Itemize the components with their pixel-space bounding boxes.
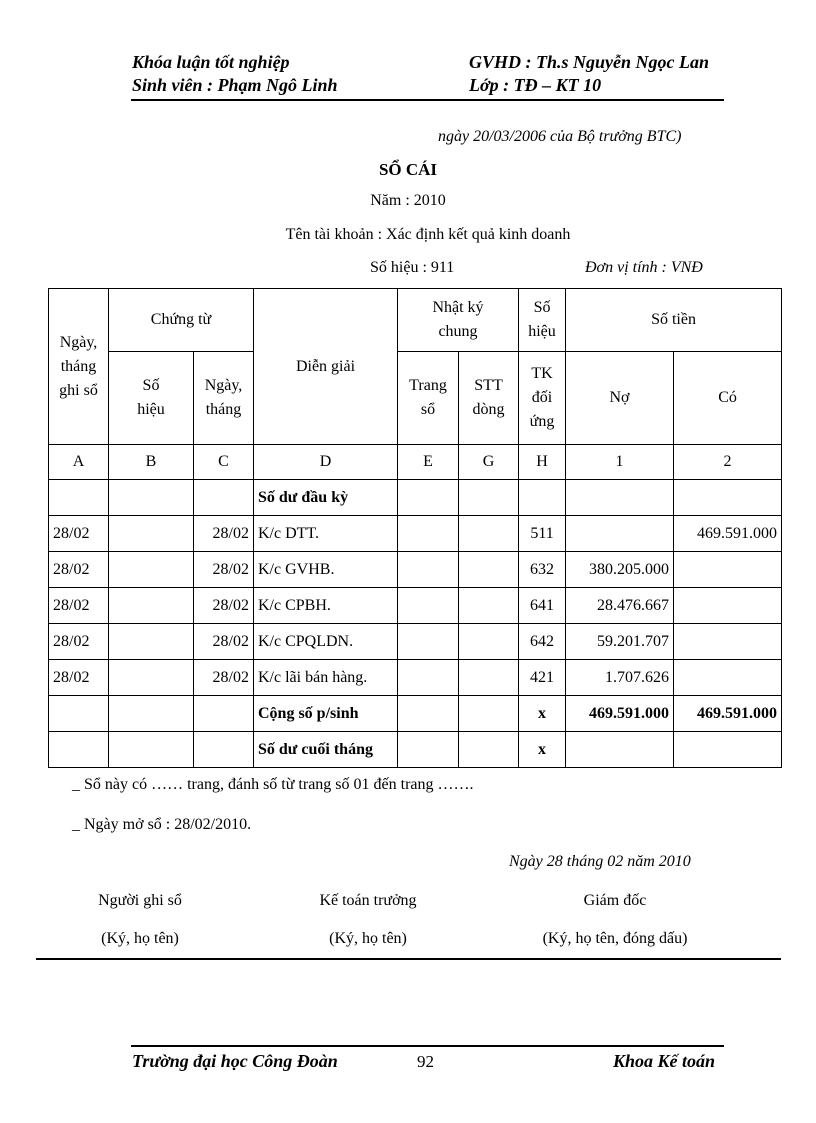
cell-record-date bbox=[49, 732, 109, 768]
cell-contra-account: 421 bbox=[519, 660, 566, 696]
cell-line-no bbox=[459, 588, 519, 624]
cell-voucher-date: 28/02 bbox=[194, 588, 254, 624]
cell-page bbox=[398, 480, 459, 516]
cell-line-no bbox=[459, 480, 519, 516]
cell-line-no bbox=[459, 696, 519, 732]
cell-description: Cộng số p/sinh bbox=[254, 696, 398, 732]
account-number: Số hiệu : 911 bbox=[370, 259, 455, 276]
cell-voucher-no bbox=[109, 660, 194, 696]
table-row bbox=[49, 588, 782, 624]
cell-voucher-no bbox=[109, 624, 194, 660]
table-row bbox=[49, 552, 782, 588]
cell-credit: 469.591.000 bbox=[674, 696, 782, 732]
cell-page bbox=[398, 732, 459, 768]
header-thesis-label: Khóa luận tốt nghiệp bbox=[132, 52, 290, 72]
footer-faculty: Khoa Kế toán bbox=[613, 1051, 716, 1071]
col-header-line-no: STT dòng bbox=[459, 352, 519, 445]
signature-date: Ngày 28 tháng 02 năm 2010 bbox=[509, 853, 691, 870]
director-sign-hint: (Ký, họ tên, đóng dấu) bbox=[542, 930, 688, 947]
cell-debit: 28.476.667 bbox=[566, 588, 674, 624]
cell-record-date: 28/02 bbox=[49, 552, 109, 588]
cell-page bbox=[398, 516, 459, 552]
column-code: A bbox=[49, 445, 109, 480]
cell-contra-account: 632 bbox=[519, 552, 566, 588]
cell-record-date: 28/02 bbox=[49, 588, 109, 624]
cell-voucher-date: 28/02 bbox=[194, 516, 254, 552]
cell-line-no bbox=[459, 660, 519, 696]
recorder-title: Người ghi sổ bbox=[98, 892, 182, 909]
cell-page bbox=[398, 660, 459, 696]
cell-description: K/c CPQLDN. bbox=[254, 624, 398, 660]
table-row bbox=[49, 516, 782, 552]
cell-description: K/c GVHB. bbox=[254, 552, 398, 588]
cell-voucher-no bbox=[109, 552, 194, 588]
header-divider bbox=[131, 99, 724, 101]
col-header-credit: Có bbox=[674, 352, 782, 445]
header-student: Sinh viên : Phạm Ngô Linh bbox=[132, 75, 338, 95]
column-code: G bbox=[459, 445, 519, 480]
signature-divider bbox=[36, 958, 781, 960]
cell-credit bbox=[674, 624, 782, 660]
recorder-sign-hint: (Ký, họ tên) bbox=[101, 930, 179, 947]
cell-line-no bbox=[459, 624, 519, 660]
cell-line-no bbox=[459, 552, 519, 588]
col-header-general-journal: Nhật ký chung bbox=[398, 289, 519, 352]
column-code: 1 bbox=[566, 445, 674, 480]
column-code: E bbox=[398, 445, 459, 480]
col-header-voucher: Chứng từ bbox=[109, 289, 254, 352]
column-code: H bbox=[519, 445, 566, 480]
general-ledger-table bbox=[48, 288, 782, 768]
chief-accountant-title: Kế toán trưởng bbox=[319, 892, 417, 909]
col-header-contra-account: TK đối ứng bbox=[519, 352, 566, 445]
col-header-voucher-date: Ngày, tháng bbox=[194, 352, 254, 445]
table-row bbox=[49, 480, 782, 516]
cell-voucher-date bbox=[194, 732, 254, 768]
cell-debit bbox=[566, 480, 674, 516]
header-class: Lớp : TĐ – KT 10 bbox=[469, 75, 602, 95]
cell-contra-account: x bbox=[519, 696, 566, 732]
cell-voucher-no bbox=[109, 588, 194, 624]
cell-description: K/c CPBH. bbox=[254, 588, 398, 624]
page-number: 92 bbox=[417, 1052, 434, 1071]
director-title: Giám đốc bbox=[583, 892, 647, 909]
header-supervisor: GVHD : Th.s Nguyễn Ngọc Lan bbox=[469, 52, 710, 72]
cell-contra-account: 642 bbox=[519, 624, 566, 660]
cell-description: K/c DTT. bbox=[254, 516, 398, 552]
cell-page bbox=[398, 552, 459, 588]
cell-description: Số dư đầu kỳ bbox=[254, 480, 398, 516]
cell-voucher-no bbox=[109, 696, 194, 732]
cell-record-date: 28/02 bbox=[49, 516, 109, 552]
col-header-description: Diễn giải bbox=[254, 289, 398, 445]
cell-debit: 380.205.000 bbox=[566, 552, 674, 588]
column-code-row bbox=[49, 445, 782, 480]
cell-voucher-date: 28/02 bbox=[194, 552, 254, 588]
account-name: Tên tài khoản : Xác định kết quả kinh doanh bbox=[285, 226, 571, 243]
cell-credit bbox=[674, 480, 782, 516]
chief-accountant-sign-hint: (Ký, họ tên) bbox=[329, 930, 407, 947]
cell-debit: 1.707.626 bbox=[566, 660, 674, 696]
ledger-year: Năm : 2010 bbox=[370, 192, 446, 209]
column-code: C bbox=[194, 445, 254, 480]
note-open-date: _ Ngày mở sổ : 28/02/2010. bbox=[72, 816, 252, 833]
cell-page bbox=[398, 696, 459, 732]
cell-credit bbox=[674, 588, 782, 624]
cell-line-no bbox=[459, 516, 519, 552]
col-header-record-date: Ngày, tháng ghi sổ bbox=[49, 289, 109, 445]
cell-contra-account: 511 bbox=[519, 516, 566, 552]
col-header-amount: Số tiền bbox=[566, 289, 782, 352]
cell-debit bbox=[566, 516, 674, 552]
cell-debit: 59.201.707 bbox=[566, 624, 674, 660]
cell-description: Số dư cuối tháng bbox=[254, 732, 398, 768]
table-row bbox=[49, 732, 782, 768]
cell-credit bbox=[674, 660, 782, 696]
cell-debit bbox=[566, 732, 674, 768]
cell-voucher-no bbox=[109, 732, 194, 768]
cell-line-no bbox=[459, 732, 519, 768]
cell-voucher-no bbox=[109, 516, 194, 552]
cell-record-date: 28/02 bbox=[49, 660, 109, 696]
ledger-title: SỔ CÁI bbox=[378, 160, 438, 179]
table-row bbox=[49, 660, 782, 696]
cell-voucher-date: 28/02 bbox=[194, 660, 254, 696]
footer-school: Trường đại học Công Đoàn bbox=[132, 1051, 338, 1071]
cell-credit bbox=[674, 732, 782, 768]
column-code: 2 bbox=[674, 445, 782, 480]
cell-voucher-date bbox=[194, 696, 254, 732]
decree-note: ngày 20/03/2006 của Bộ trưởng BTC) bbox=[438, 128, 682, 145]
cell-contra-account bbox=[519, 480, 566, 516]
note-page-count: _ Sổ này có …… trang, đánh số từ trang số 01 đến trang ……. bbox=[72, 776, 474, 793]
cell-voucher-date: 28/02 bbox=[194, 624, 254, 660]
cell-debit: 469.591.000 bbox=[566, 696, 674, 732]
cell-page bbox=[398, 588, 459, 624]
table-row bbox=[49, 624, 782, 660]
cell-record-date bbox=[49, 480, 109, 516]
cell-credit: 469.591.000 bbox=[674, 516, 782, 552]
cell-record-date bbox=[49, 696, 109, 732]
col-header-page: Trang sổ bbox=[398, 352, 459, 445]
cell-record-date: 28/02 bbox=[49, 624, 109, 660]
cell-credit bbox=[674, 552, 782, 588]
cell-contra-account: x bbox=[519, 732, 566, 768]
currency-unit: Đơn vị tính : VNĐ bbox=[585, 259, 703, 276]
cell-contra-account: 641 bbox=[519, 588, 566, 624]
column-code: D bbox=[254, 445, 398, 480]
table-row bbox=[49, 696, 782, 732]
col-header-voucher-no: Số hiệu bbox=[109, 352, 194, 445]
cell-voucher-no bbox=[109, 480, 194, 516]
cell-description: K/c lãi bán hàng. bbox=[254, 660, 398, 696]
col-header-debit: Nợ bbox=[566, 352, 674, 445]
cell-voucher-date bbox=[194, 480, 254, 516]
cell-page bbox=[398, 624, 459, 660]
column-code: B bbox=[109, 445, 194, 480]
footer-divider bbox=[131, 1045, 724, 1047]
col-header-account-no: Số hiệu bbox=[519, 289, 566, 352]
